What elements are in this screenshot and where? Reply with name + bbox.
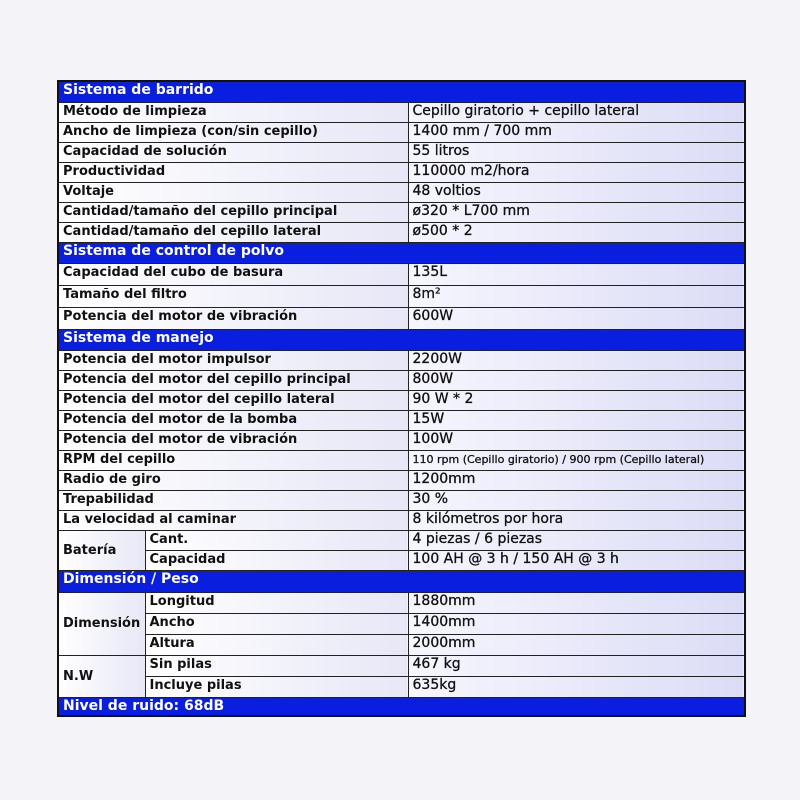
dimension-group-label: Dimensión [58, 592, 145, 655]
table-row [58, 410, 745, 430]
section-header-row [58, 329, 745, 350]
section-title-control-polvo: Sistema de control de polvo [58, 242, 745, 263]
table-row [58, 490, 745, 510]
row-value: 1880mm [408, 592, 745, 613]
table-row [58, 550, 745, 570]
table-row [58, 102, 745, 122]
row-label: Potencia del motor del cepillo lateral [58, 390, 408, 410]
table-row [58, 370, 745, 390]
row-value: 100 AH @ 3 h / 150 AH @ 3 h [408, 550, 745, 570]
row-label: Potencia del motor del cepillo principal [58, 370, 408, 390]
table-row [58, 122, 745, 142]
row-value: 110 rpm (Cepillo giratorio) / 900 rpm (Cepillo lateral) [408, 450, 745, 470]
row-label: Potencia del motor de la bomba [58, 410, 408, 430]
table-row [58, 613, 745, 634]
row-label: Potencia del motor de vibración [58, 307, 408, 329]
table-row [58, 450, 745, 470]
row-value: 100W [408, 430, 745, 450]
row-label: Incluye pilas [145, 676, 408, 697]
row-value: 2200W [408, 350, 745, 370]
row-value: 8 kilómetros por hora [408, 510, 745, 530]
section-header-row [58, 81, 745, 102]
row-label: Voltaje [58, 182, 408, 202]
row-value: 55 litros [408, 142, 745, 162]
table-row [58, 350, 745, 370]
row-label: Capacidad [145, 550, 408, 570]
row-value: 15W [408, 410, 745, 430]
table-row [58, 530, 745, 550]
weight-group-label: N.W [58, 655, 145, 697]
row-value: 135L [408, 263, 745, 285]
table-row [58, 676, 745, 697]
row-label: Trepabilidad [58, 490, 408, 510]
table-row [58, 634, 745, 655]
row-label: Tamaño del filtro [58, 285, 408, 307]
row-label: Ancho de limpieza (con/sin cepillo) [58, 122, 408, 142]
section-title-manejo: Sistema de manejo [58, 329, 745, 350]
row-value: 90 W * 2 [408, 390, 745, 410]
row-value: 48 voltios [408, 182, 745, 202]
row-label: Capacidad de solución [58, 142, 408, 162]
table-row [58, 470, 745, 490]
row-value: 1200mm [408, 470, 745, 490]
row-value: 30 % [408, 490, 745, 510]
row-label: Cantidad/tamaño del cepillo lateral [58, 222, 408, 242]
row-label: Método de limpieza [58, 102, 408, 122]
battery-group-label: Batería [58, 530, 145, 570]
row-value: 467 kg [408, 655, 745, 676]
spec-table [57, 80, 746, 717]
table-row [58, 142, 745, 162]
table-row [58, 390, 745, 410]
section-header-row [58, 570, 745, 592]
table-row [58, 222, 745, 242]
row-label: Capacidad del cubo de basura [58, 263, 408, 285]
row-value: 8m² [408, 285, 745, 307]
row-label: Radio de giro [58, 470, 408, 490]
row-label: Productividad [58, 162, 408, 182]
row-value: 1400 mm / 700 mm [408, 122, 745, 142]
section-header-row [58, 242, 745, 263]
table-row [58, 263, 745, 285]
row-label: Sin pilas [145, 655, 408, 676]
row-value: 1400mm [408, 613, 745, 634]
row-value: ø500 * 2 [408, 222, 745, 242]
table-row [58, 162, 745, 182]
row-value: 800W [408, 370, 745, 390]
table-row [58, 182, 745, 202]
table-row [58, 307, 745, 329]
section-title-dimension-peso: Dimensión / Peso [58, 570, 745, 592]
table-row [58, 430, 745, 450]
noise-level: Nivel de ruido: 68dB [58, 697, 745, 716]
row-value: 4 piezas / 6 piezas [408, 530, 745, 550]
row-label: Altura [145, 634, 408, 655]
section-header-row [58, 697, 745, 716]
row-value: Cepillo giratorio + cepillo lateral [408, 102, 745, 122]
section-title-barrido: Sistema de barrido [58, 81, 745, 102]
table-row [58, 510, 745, 530]
table-row [58, 655, 745, 676]
row-label: Potencia del motor de vibración [58, 430, 408, 450]
table-row [58, 202, 745, 222]
row-value: 110000 m2/hora [408, 162, 745, 182]
row-label: La velocidad al caminar [58, 510, 408, 530]
row-label: RPM del cepillo [58, 450, 408, 470]
row-label: Cant. [145, 530, 408, 550]
table-row [58, 592, 745, 613]
row-value: 600W [408, 307, 745, 329]
table-row [58, 285, 745, 307]
row-label: Longitud [145, 592, 408, 613]
row-value: ø320 * L700 mm [408, 202, 745, 222]
row-value: 635kg [408, 676, 745, 697]
row-label: Ancho [145, 613, 408, 634]
row-value: 2000mm [408, 634, 745, 655]
row-label: Potencia del motor impulsor [58, 350, 408, 370]
row-label: Cantidad/tamaño del cepillo principal [58, 202, 408, 222]
